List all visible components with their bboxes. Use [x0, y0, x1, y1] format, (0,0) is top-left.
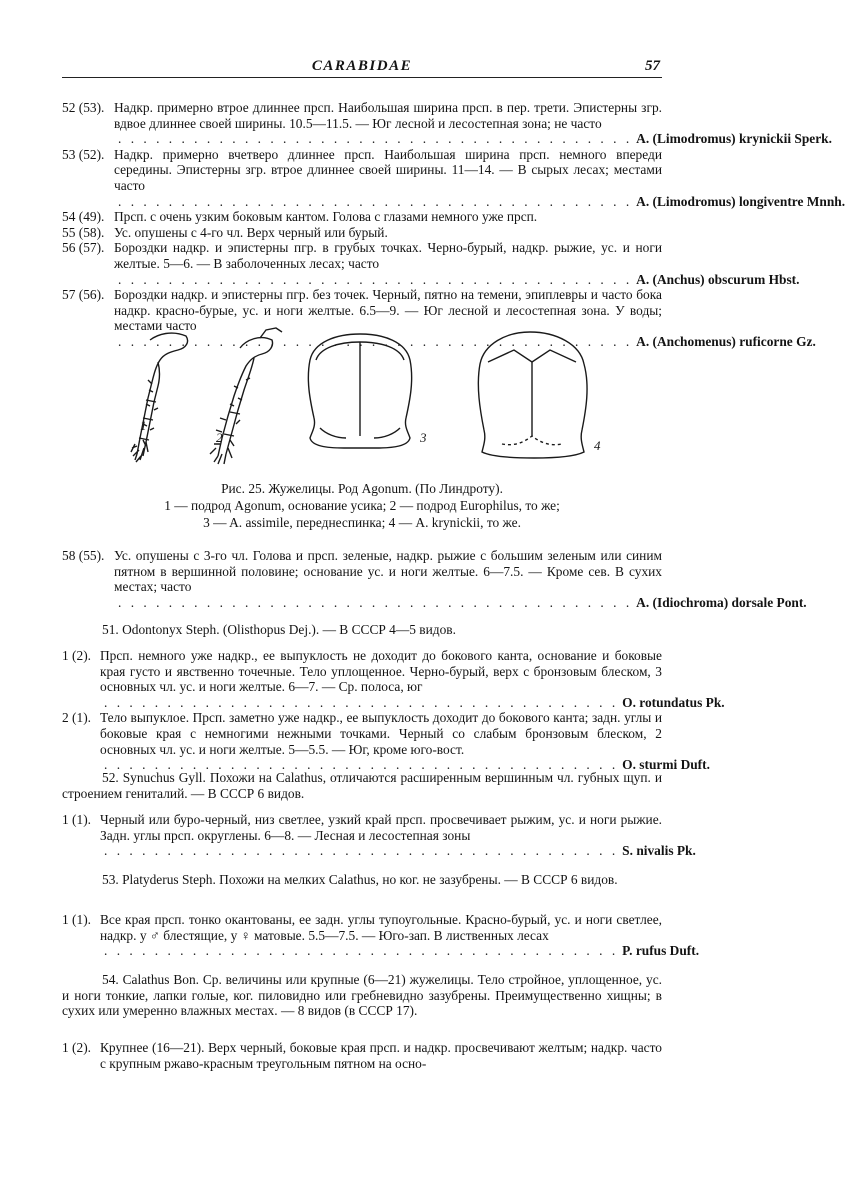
entry-text: Черный или буро-черный, низ светлее, узкий край прсп. просвечивает рыжим, ус. и ноги рыжие. Задн. углы прсп. округлены. 6—8. — Лесная и лесостепная зоны: [100, 812, 662, 843]
genus-heading: 53. Platyderus Steph. Похожи на мелких Calathus, но ког. не зазубрены. — В СССР 6 видов.: [102, 872, 618, 887]
entry-name-line: . . . . . . . . . . . . . . . . . . . . . . . . . . . . . . . . . . . . . . . . . A. (Limodromus) longiventre Mnnh.: [118, 193, 845, 209]
key-entry: [62, 710, 710, 773]
entry-text: Прсп. немного уже надкр., ее выпуклость не доходит до бокового канта, основание и боковые края густо и явственно точечные. Тело уплощенное. Черно-бурый, верх с бронзовым блеском, 3 основных чл. ус. и ноги желтые. 6—7. — Ср. полоса, юг: [100, 648, 662, 695]
entry-text: Прсп. с очень узким боковым кантом. Голова с глазами немного уже прсп.: [114, 209, 538, 225]
genus-54-section: [62, 972, 662, 1019]
entry-text: Все края прсп. тонко окантованы, ее задн. углы тупоугольные. Красно-бурый, ус. и ноги светлее, надкр. у ♂ блестящие, у ♀ матовые. 5.5—7.5. — Юго-зап. В лиственных лесах: [100, 912, 662, 943]
entry-number: 52 (53).: [62, 100, 105, 115]
entry-text: Надкр. примерно втрое длиннее прсп. Наибольшая ширина прсп. в пер. трети. Эпистерны згр. вдвое длиннее своей ширины. 10.5—11.5. — Юг лесной и лесостепная зона; не часто: [114, 100, 662, 131]
key-entry: [62, 648, 725, 710]
entry-text: Ус. опушены с 4-го чл. Верх черный или бурый.: [114, 224, 388, 240]
entry-number: 58 (55).: [62, 548, 105, 563]
key-entry-56: [62, 240, 800, 287]
genus-54-key: [62, 1040, 662, 1071]
entry-number: 53 (52).: [62, 146, 105, 162]
caption-line: 3 — A. assimile, переднеспинка; 4 — A. krynickii, то же.: [203, 515, 521, 530]
key-entry-58: [62, 548, 807, 610]
entry-number: 1 (2).: [62, 1040, 92, 1055]
species-name: O. sturmi Duft.: [622, 757, 710, 773]
entry-name-line: . . . . . . . . . . . . . . . . . . . . . . . . . . . . . . . . . . . . . . . . . P. rufus Duft.: [104, 943, 700, 959]
entry-name-line: . . . . . . . . . . . . . . . . . . . . . . . . . . . . . . . . . . . . . . . . . A. (Limodromus) krynickii Sperk.: [118, 131, 832, 147]
entry-name-line: . . . . . . . . . . . . . . . . . . . . . . . . . . . . . . . . . . . . . . . . . O. rotundatus Pk.: [104, 694, 725, 710]
genus-51-key: [62, 648, 725, 773]
key-entries-top: [62, 100, 845, 350]
running-title: CARABIDAE: [311, 58, 413, 74]
species-name: A. (Anchus) obscurum Hbst.: [636, 271, 800, 287]
entry-number: 1 (1).: [62, 912, 92, 927]
running-head: [62, 55, 662, 78]
figure-label: 1: [140, 418, 147, 433]
genus-heading: 54. Calathus Bon. Ср. величины или крупные (6—21) жужелицы. Тело стройное, уплощенное, ус. и ноги тонкие, лапки голые, ког. пиловидно или гребневидно зазубрены. Преимущественно хищны; в сухих или умеренно влажных местах. — 8 видов (в СССР 17).: [62, 972, 662, 1019]
key-entry: [62, 1040, 662, 1071]
species-name: O. rotundatus Pk.: [622, 694, 725, 710]
key-entries-58: [62, 548, 807, 610]
entry-text: Бороздки надкр. и эпистерны пгр. в грубых точках. Черно-бурый, надкр. рыжие, ус. и ноги желтые. 5—6. — В заболоченных лесах; часто: [114, 240, 662, 271]
entry-number: 1 (2).: [62, 648, 92, 663]
pronotum-figure-4: [478, 332, 587, 458]
figure-25: [110, 320, 630, 470]
entry-number: 1 (1).: [62, 812, 92, 827]
entry-text: Надкр. примерно вчетверо длиннее прсп. Наибольшая ширина прсп. немного впереди середины. Эпистерны згр. втрое длиннее своей ширины. 11—14. — В сырых лесах; местами часто: [114, 146, 662, 193]
caption-line: 1 — подрод Agonum, основание усика; 2 — подрод Europhilus, то же;: [164, 498, 560, 513]
entry-text: Ус. опушены с 3-го чл. Голова и прсп. зеленые, надкр. рыжие с большим зеленым или синим пятном в вершинной половине; основание ус. и ноги желтые. 6—7.5. — Кроме сев. В сухих местах; часто: [114, 548, 662, 595]
entry-name-line: . . . . . . . . . . . . . . . . . . . . . . . . . . . . . . . . . . . . . . . . . A. (Anchus) obscurum Hbst.: [118, 271, 800, 287]
entry-number: 55 (58).: [62, 224, 105, 240]
figure-label: 2: [216, 430, 223, 445]
species-name: P. rufus Duft.: [622, 943, 700, 959]
entry-text: Крупнее (16—21). Верх черный, боковые края прсп. и надкр. просвечивают желтым; надкр. часто с крупным ржаво-красным треугольным пятном на осно-: [100, 1040, 662, 1071]
key-entry-55: [62, 225, 662, 241]
genus-53-section: [62, 872, 662, 888]
genus-53-key: [62, 912, 700, 959]
species-name: A. (Idiochroma) dorsale Pont.: [636, 594, 807, 610]
pronotum-figure-3: [308, 334, 411, 448]
entry-number: 54 (49).: [62, 209, 105, 225]
key-entry: [62, 812, 696, 859]
species-name: S. nivalis Pk.: [622, 843, 696, 859]
key-entry-54: [62, 209, 662, 225]
caption-line: Рис. 25. Жужелицы. Род Agonum. (По Линдроту).: [221, 481, 503, 496]
entry-name-line: . . . . . . . . . . . . . . . . . . . . . . . . . . . . . . . . . . . . . . . . . A. (Idiochroma) dorsale Pont.: [118, 594, 807, 610]
entry-name-line: . . . . . . . . . . . . . . . . . . . . . . . . . . . . . . . . . . . . . . . . . S. nivalis Pk.: [104, 843, 696, 859]
entry-number: 57 (56).: [62, 287, 105, 303]
entry-name-line: . . . . . . . . . . . . . . . . . . . . . . . . . . . . . . . . . . . . . . . . . O. sturmi Duft.: [104, 757, 710, 773]
entry-number: 56 (57).: [62, 240, 105, 256]
entry-text: Бороздки надкр. и эпистерны пгр. без точек. Черный, пятно на темени, эпиплевры и часто бока надкр. красно-бурые, ус. и ноги желтые. 6.5—9. — Юг лесной и лесостепная зона. У воды; местами часто: [114, 287, 662, 334]
key-entry-52: [62, 100, 832, 147]
species-name: A. (Limodromus) krynickii Sperk.: [636, 131, 832, 147]
antenna-base-figure-1: [131, 333, 188, 462]
species-name: A. (Limodromus) longiventre Mnnh.: [636, 193, 845, 209]
entry-text: Тело выпуклое. Прсп. заметно уже надкр., ее выпуклость доходит до бокового канта; задн. углы и боковые края с немногими нежными точками. Черный со слабым бронзовым блеском, 2 основных чл. ус. и ноги желтые. 5—5.5. — Юг, кроме юго-вост.: [100, 710, 662, 757]
page-number: 57: [645, 58, 660, 74]
entry-name-line: . . . . . . . . . . . . . . . . . . . . . . . . . . . . . . . . . . . . . . . . . A. (Anchomenus) ruficorne Gz.: [118, 333, 816, 349]
key-entry-53: [62, 146, 845, 209]
figure-label: 4: [594, 438, 601, 453]
genus-52-section: [62, 770, 662, 801]
figure-caption: [62, 480, 662, 531]
genus-52-key: [62, 812, 696, 859]
genus-51-section: [62, 622, 662, 638]
genus-heading: 52. Synuchus Gyll. Похожи на Calathus, отличаются расширенным вершинным чл. губных щуп. и строением гениталий. — В СССР 6 видов.: [62, 770, 662, 801]
figure-label: 3: [420, 430, 427, 445]
key-entry: [62, 912, 700, 959]
entry-number: 2 (1).: [62, 710, 92, 726]
species-name: A. (Anchomenus) ruficorne Gz.: [636, 333, 816, 349]
genus-heading: 51. Odontonyx Steph. (Olisthopus Dej.). — В СССР 4—5 видов.: [102, 622, 456, 637]
